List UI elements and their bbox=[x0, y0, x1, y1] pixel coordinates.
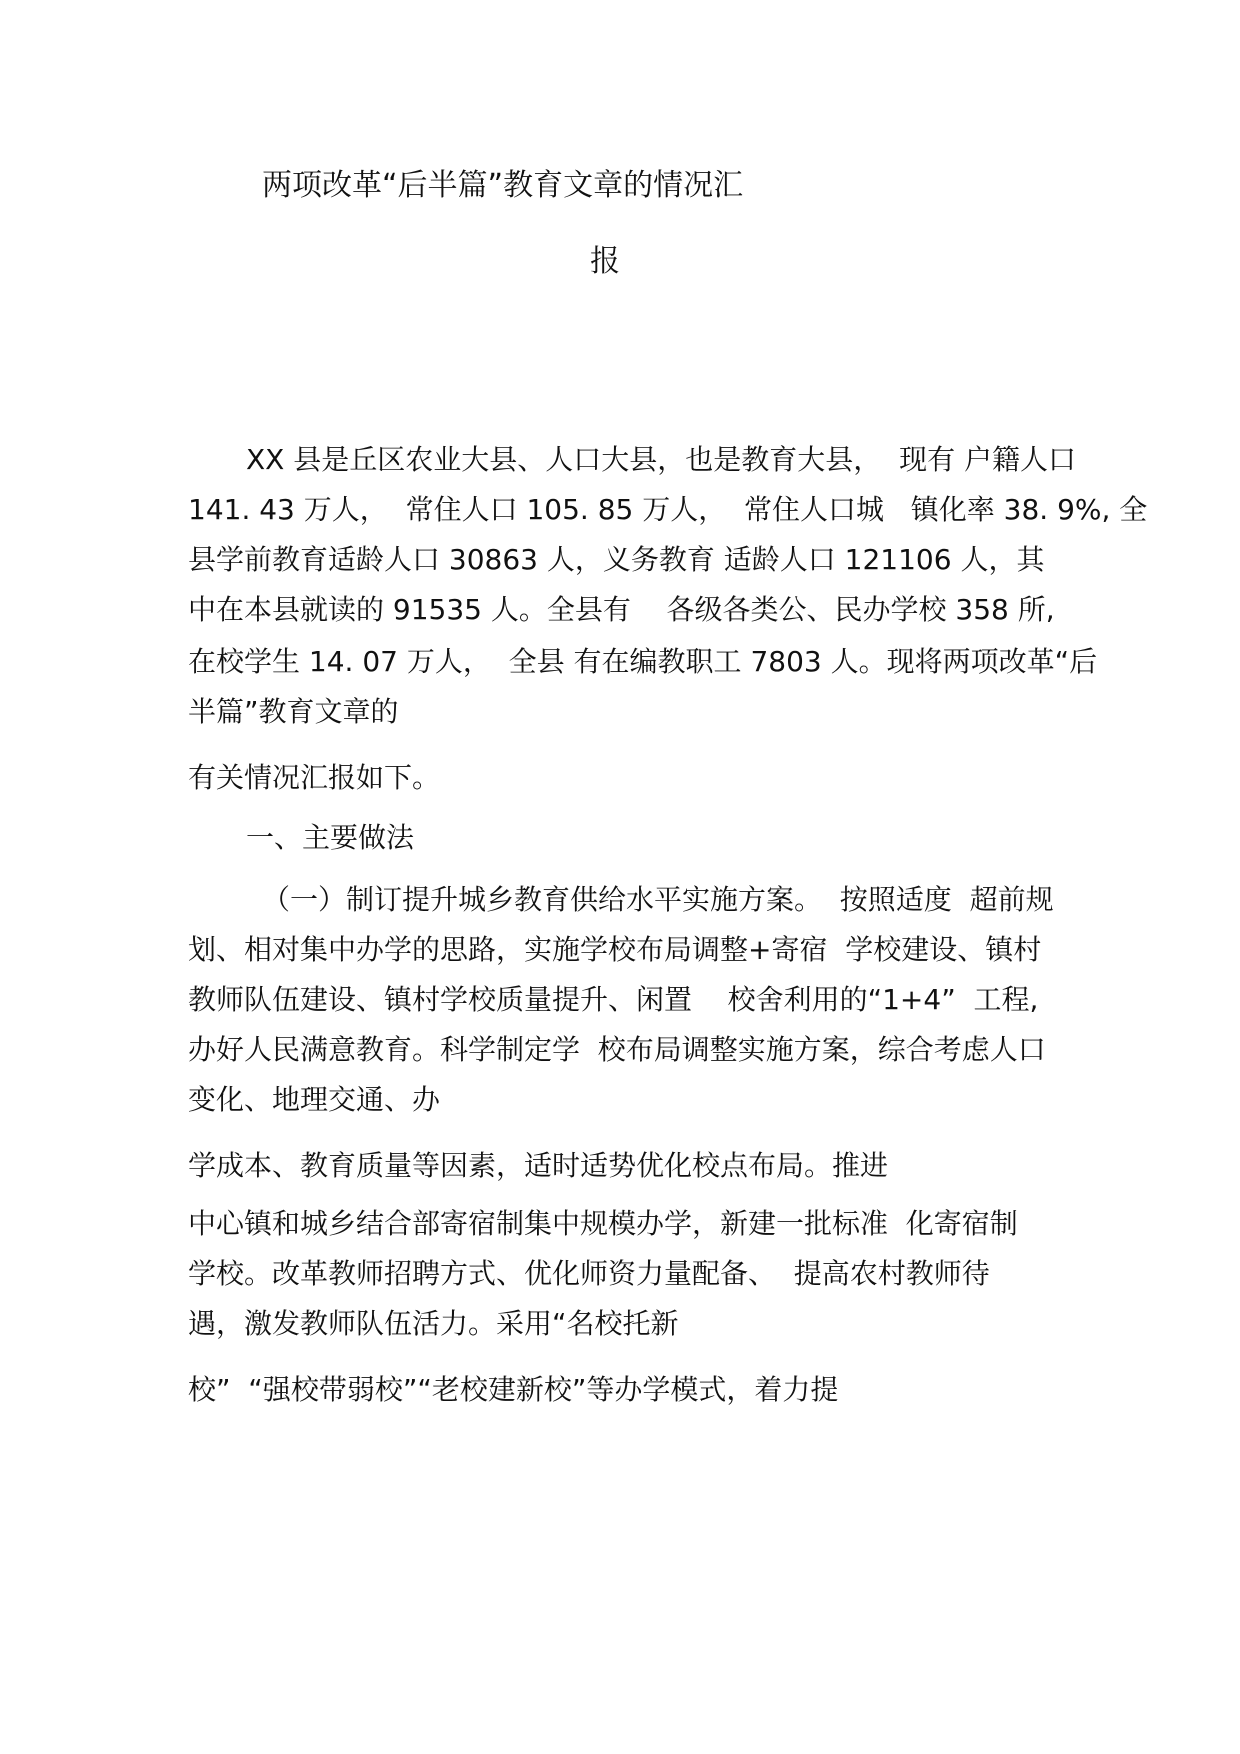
paragraph-1-line-2: 141. 43 万人， 常住人口 105. 85 万人， 常住人口城 镇化率 38. 9%, 全 bbox=[188, 493, 1148, 526]
paragraph-1-line-5: 在校学生 14. 07 万人， 全县 有在编教职工 7803 人。现将两项改革“后 bbox=[188, 645, 1098, 678]
paragraph-1-line-3: 县学前教育适龄人口 30863 人，义务教育 适龄人口 121106 人，其 bbox=[188, 543, 1045, 576]
paragraph-1-line-1: XX 县是丘区农业大县、人口大县，也是教育大县， 现有 户籍人口 bbox=[246, 443, 1076, 476]
paragraph-2-line-7: 中心镇和城乡结合部寄宿制集中规模办学，新建一批标准 化寄宿制 bbox=[188, 1207, 1018, 1240]
paragraph-2-line-2: 划、相对集中办学的思路，实施学校布局调整+寄宿 学校建设、镇村 bbox=[188, 933, 1042, 966]
paragraph-1-line-7: 有关情况汇报如下。 bbox=[188, 761, 441, 794]
paragraph-2-line-6: 学成本、教育质量等因素，适时适势优化校点布局。推进 bbox=[188, 1149, 889, 1182]
section-heading-1: 一、主要做法 bbox=[246, 821, 415, 854]
document-title-line-1: 两项改革“后半篇”教育文章的情况汇 bbox=[262, 168, 744, 203]
paragraph-2-line-3: 教师队伍建设、镇村学校质量提升、闲置 校舍利用的“1+4” 工程, bbox=[188, 983, 1039, 1016]
paragraph-2-line-1: （一）制订提升城乡教育供给水平实施方案。 按照适度 超前规 bbox=[262, 883, 1054, 916]
paragraph-2-line-4: 办好人民满意教育。科学制定学 校布局调整实施方案，综合考虑人口 bbox=[188, 1033, 1046, 1066]
paragraph-2-line-10: 校” “强校带弱校”“老校建新校”等办学模式，着力提 bbox=[188, 1373, 839, 1406]
document-title-line-2: 报 bbox=[590, 244, 620, 279]
paragraph-2-line-5: 变化、地理交通、办 bbox=[188, 1083, 441, 1116]
paragraph-1-line-6: 半篇”教育文章的 bbox=[188, 695, 399, 728]
paragraph-2-line-8: 学校。改革教师招聘方式、优化师资力量配备、 提高农村教师待 bbox=[188, 1257, 990, 1290]
paragraph-1-line-4: 中在本县就读的 91535 人。全县有 各级各类公、民办学校 358 所, bbox=[188, 593, 1055, 626]
paragraph-2-line-9: 遇，激发教师队伍活力。采用“名校托新 bbox=[188, 1307, 679, 1340]
